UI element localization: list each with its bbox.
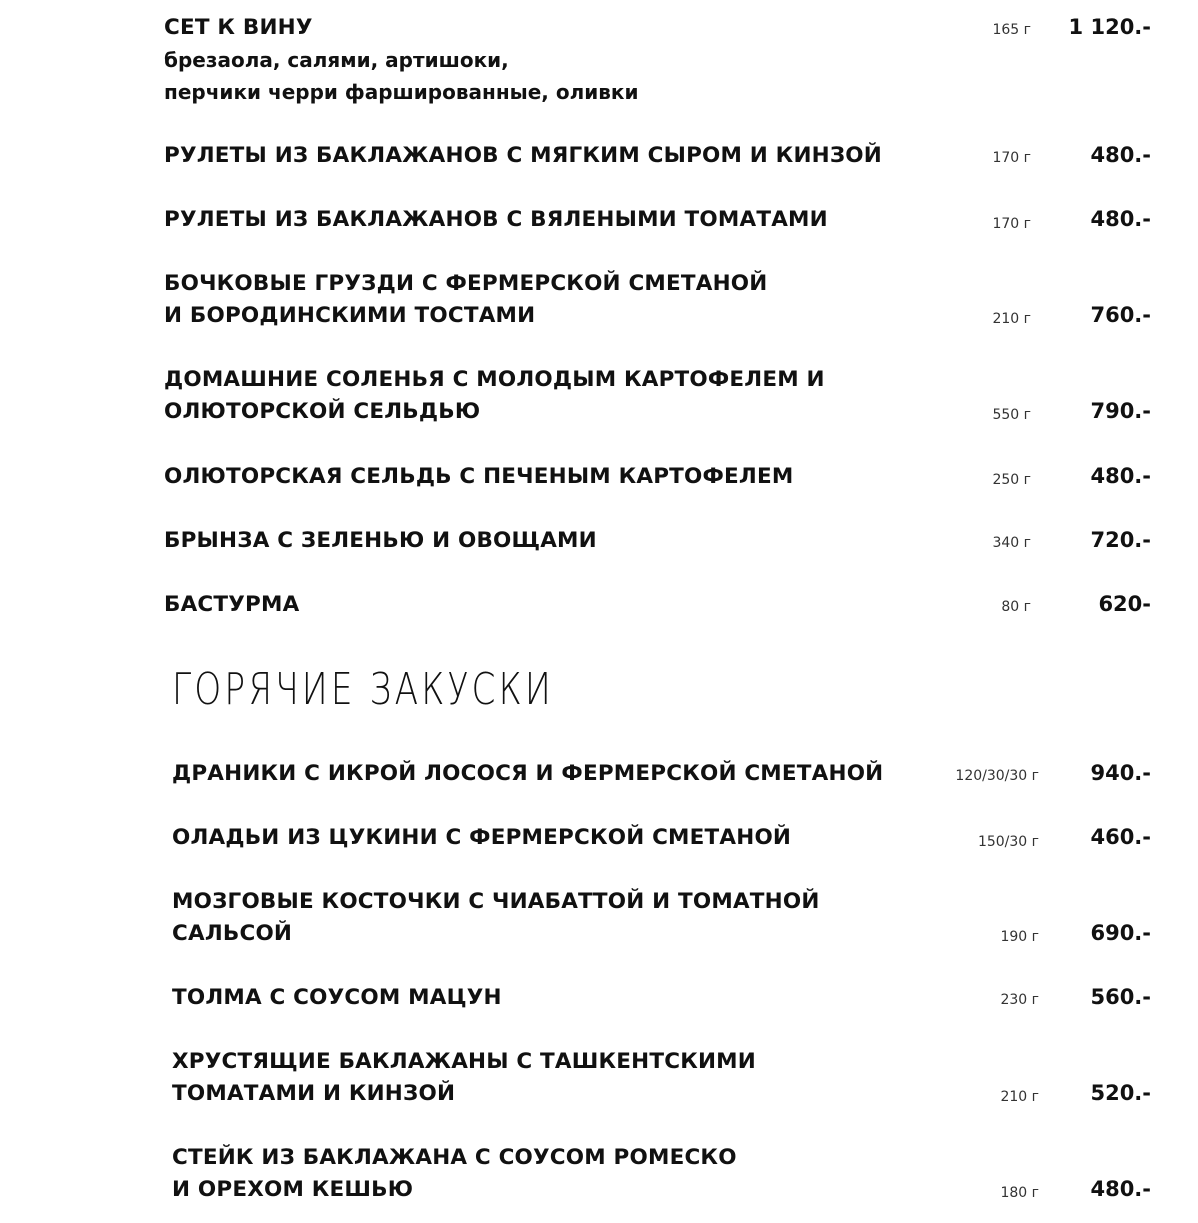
item-name: БРЫНЗА С ЗЕЛЕНЬЮ И ОВОЩАМИ xyxy=(164,528,597,553)
item-name: ХРУСТЯЩИЕ БАКЛАЖАНЫ С ТАШКЕНТСКИМИ ТОМАТАМИ И КИНЗОЙ xyxy=(172,1049,756,1106)
item-weight: 210 г xyxy=(1000,1089,1039,1105)
item-name: МОЗГОВЫЕ КОСТОЧКИ С ЧИАБАТТОЙ И ТОМАТНОЙ САЛЬСОЙ xyxy=(172,889,820,946)
item-price: 480.- xyxy=(1090,464,1151,488)
item-weight: 190 г xyxy=(1000,929,1039,945)
item-weight: 170 г xyxy=(992,150,1031,166)
item-price: 520.- xyxy=(1090,1081,1151,1105)
item-price: 480.- xyxy=(1090,1177,1151,1201)
item-name: БОЧКОВЫЕ ГРУЗДИ С ФЕРМЕРСКОЙ СМЕТАНОЙ И БОРОДИНСКИМИ ТОСТАМИ xyxy=(164,271,768,328)
item-weight: 340 г xyxy=(992,535,1031,551)
item-weight: 80 г xyxy=(1001,599,1031,615)
item-name: ОЛЮТОРСКАЯ СЕЛЬДЬ С ПЕЧЕНЫМ КАРТОФЕЛЕМ xyxy=(164,464,794,489)
item-name: ОЛАДЬИ ИЗ ЦУКИНИ С ФЕРМЕРСКОЙ СМЕТАНОЙ xyxy=(172,825,792,850)
item-name: ТОЛМА С СОУСОМ МАЦУН xyxy=(172,985,502,1010)
item-weight: 230 г xyxy=(1000,992,1039,1008)
item-weight: 170 г xyxy=(992,216,1031,232)
item-price: 480.- xyxy=(1090,143,1151,167)
item-weight: 120/30/30 г xyxy=(955,768,1039,784)
item-price: 940.- xyxy=(1090,761,1151,785)
item-weight: 180 г xyxy=(1000,1185,1039,1201)
item-weight: 210 г xyxy=(992,311,1031,327)
item-name: РУЛЕТЫ ИЗ БАКЛАЖАНОВ С МЯГКИМ СЫРОМ И КИНЗОЙ xyxy=(164,143,882,168)
item-name: СЕТ К ВИНУ xyxy=(164,15,313,40)
item-name: СТЕЙК ИЗ БАКЛАЖАНА С СОУСОМ РОМЕСКО И ОРЕХОМ КЕШЬЮ xyxy=(172,1145,737,1202)
item-price: 760.- xyxy=(1090,303,1151,327)
item-price: 1 120.- xyxy=(1068,15,1151,39)
item-weight: 250 г xyxy=(992,472,1031,488)
section-title-hot-appetizers: ГОРЯЧИЕ ЗАКУСКИ xyxy=(172,664,554,715)
item-price: 560.- xyxy=(1090,985,1151,1009)
item-weight: 165 г xyxy=(992,22,1031,38)
item-name: ДОМАШНИЕ СОЛЕНЬЯ С МОЛОДЫМ КАРТОФЕЛЕМ И ОЛЮТОРСКОЙ СЕЛЬДЬЮ xyxy=(164,367,825,424)
item-name: БАСТУРМА xyxy=(164,592,300,617)
item-name: РУЛЕТЫ ИЗ БАКЛАЖАНОВ С ВЯЛЕНЫМИ ТОМАТАМИ xyxy=(164,207,828,232)
item-weight: 550 г xyxy=(992,407,1031,423)
item-price: 460.- xyxy=(1090,825,1151,849)
item-weight: 150/30 г xyxy=(977,834,1039,850)
item-price: 620- xyxy=(1098,592,1151,616)
item-description: брезаола, салями, артишоки, перчики черри фаршированные, оливки xyxy=(164,48,639,104)
item-price: 690.- xyxy=(1090,921,1151,945)
item-price: 790.- xyxy=(1090,399,1151,423)
item-price: 480.- xyxy=(1090,207,1151,231)
item-name: ДРАНИКИ С ИКРОЙ ЛОСОСЯ И ФЕРМЕРСКОЙ СМЕТАНОЙ xyxy=(172,761,884,786)
item-price: 720.- xyxy=(1090,528,1151,552)
